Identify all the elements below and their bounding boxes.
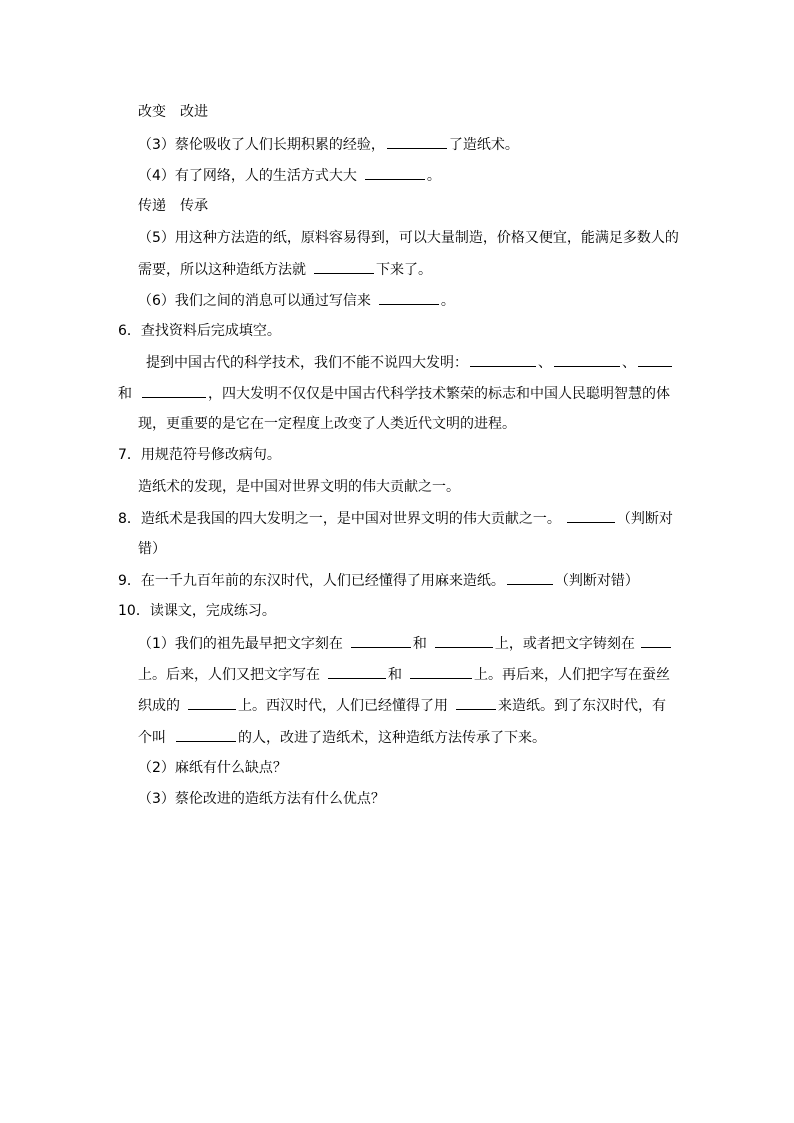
q8-judge-close: 错） <box>138 541 166 557</box>
q5-5-prefix: 需要，所以这种造纸方法就 <box>138 262 306 278</box>
q6-sep-1: 、 <box>538 355 552 371</box>
q6-blank-2[interactable] <box>554 352 620 367</box>
q10-part1-line4 <box>138 727 546 747</box>
q10-part2: （2）麻纸有什么缺点？ <box>138 760 287 776</box>
q10-p1-l3-text-a: 织成的 <box>138 698 180 714</box>
q6-line1-prefix: 提到中国古代的科学技术，我们不能不说四大发明： <box>146 355 468 371</box>
q10-title: 10．读课文，完成练习。 <box>118 603 276 619</box>
q5-5-blank[interactable] <box>314 259 374 274</box>
q6-line2 <box>118 383 670 403</box>
q10-p1-l1-text-a: （1）我们的祖先最早把文字刻在 <box>138 636 343 652</box>
q6-line1 <box>146 352 674 372</box>
q10-p1-l3-text-b: 上。西汉时代，人们已经懂得了用 <box>238 698 448 714</box>
q5-6-suffix: 。 <box>440 293 455 309</box>
q7-title: 7．用规范符号修改病句。 <box>118 447 281 463</box>
q6-blank-1[interactable] <box>470 352 536 367</box>
q10-p1-l3-text-c: 来造纸。到了东汉时代，有 <box>498 698 666 714</box>
q5-item-6 <box>138 290 455 310</box>
q10-p1-l1-text-c: 上，或者把文字铸刻在 <box>494 636 635 652</box>
q8-line1 <box>118 508 673 528</box>
q5-word-options-a: 改变 改进 <box>138 104 208 120</box>
q10-p1-l2-text-b: 和 <box>388 667 402 683</box>
q6-sep-2: 、 <box>622 355 636 371</box>
q9-answer-blank[interactable] <box>507 570 553 585</box>
q5-item-4 <box>138 165 441 185</box>
q6-blank-4[interactable] <box>142 383 206 398</box>
q5-item-3 <box>138 134 519 154</box>
q5-word-options-b: 传递 传承 <box>138 198 208 214</box>
q5-4-blank[interactable] <box>365 165 425 180</box>
q5-3-suffix: 了造纸术。 <box>448 137 519 153</box>
q10-part1-line1 <box>138 633 673 653</box>
q10-blank-8[interactable] <box>176 727 236 742</box>
q5-item-5-line2 <box>138 259 432 279</box>
q10-part1-line3 <box>138 695 666 715</box>
q10-part3: （3）蔡伦改进的造纸方法有什么优点？ <box>138 791 385 807</box>
q5-6-blank[interactable] <box>379 290 439 305</box>
q8-text: 8．造纸术是我国的四大发明之一，是中国对世界文明的伟大贡献之一。 <box>118 511 561 527</box>
q8-answer-blank[interactable] <box>567 508 615 523</box>
q6-title: 6．查找资料后完成填空。 <box>118 323 281 339</box>
q6-line3: 现，更重要的是它在一定程度上改变了人类近代文明的进程。 <box>138 416 516 432</box>
q5-5-suffix: 下来了。 <box>376 262 432 278</box>
q5-3-prefix: （3）蔡伦吸收了人们长期积累的经验， <box>138 137 385 153</box>
q5-6-prefix: （6）我们之间的消息可以通过写信来 <box>138 293 371 309</box>
q10-blank-7[interactable] <box>456 695 496 710</box>
q10-blank-4[interactable] <box>328 664 386 679</box>
q10-part1-line2 <box>138 664 670 684</box>
q10-p1-l1-text-b: 和 <box>412 636 427 652</box>
q5-3-blank[interactable] <box>387 134 447 149</box>
q10-blank-2[interactable] <box>435 633 493 648</box>
q10-p1-l4-text-a: 个叫 <box>138 730 166 746</box>
q5-4-prefix: （4）有了网络，人的生活方式大大 <box>138 168 357 184</box>
q10-p1-l2-text-c: 上。再后来，人们把字写在蚕丝 <box>474 667 670 683</box>
q10-p1-l4-text-b: 的人，改进了造纸术，这种造纸方法传承了下来。 <box>238 730 546 746</box>
q6-blank-3[interactable] <box>638 352 672 367</box>
q10-blank-3[interactable] <box>641 633 671 648</box>
q5-item-5-line1: （5）用这种方法造的纸，原料容易得到，可以大量制造，价格又便宜，能满足多数人的 <box>138 230 679 246</box>
q8-judge-open: （判断对 <box>616 511 673 527</box>
q9-line <box>118 570 639 590</box>
q10-p1-l2-text-a: 上。后来，人们又把文字写在 <box>138 667 320 683</box>
q9-judge: （判断对错） <box>554 573 639 589</box>
q10-blank-6[interactable] <box>188 695 236 710</box>
q9-text: 9．在一千九百年前的东汉时代，人们已经懂得了用麻来造纸。 <box>118 573 505 589</box>
q6-line2-suffix: ，四大发明不仅仅是中国古代科学技术繁荣的标志和中国人民聪明智慧的体 <box>208 386 670 402</box>
q10-blank-5[interactable] <box>410 664 472 679</box>
q10-blank-1[interactable] <box>351 633 411 648</box>
q5-4-suffix: 。 <box>426 168 441 184</box>
q6-line2-prefix: 和 <box>118 386 132 402</box>
q7-sentence: 造纸术的发现，是中国对世界文明的伟大贡献之一。 <box>138 479 460 495</box>
